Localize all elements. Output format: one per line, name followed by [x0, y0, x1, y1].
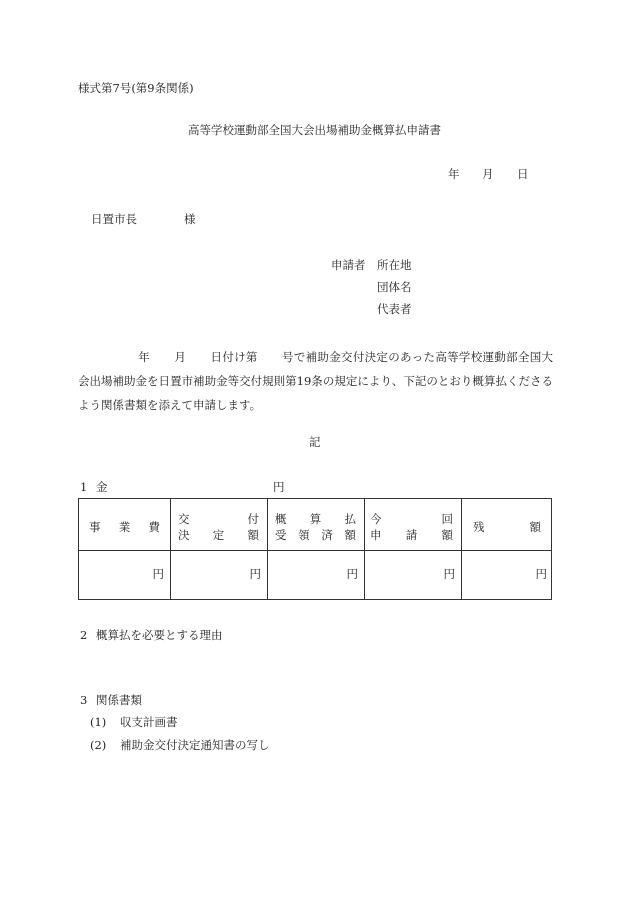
- unit-yen: 円: [249, 567, 261, 581]
- header-char: 今: [370, 512, 382, 526]
- header-char: 付: [247, 512, 259, 526]
- header-char: 算: [309, 512, 322, 526]
- cell-current-request-amount[interactable]: [364, 551, 461, 599]
- header-char: 払: [344, 512, 356, 526]
- header-advance-received-amount: [267, 499, 364, 550]
- table-header-row: [79, 499, 551, 551]
- header-char: 額: [529, 520, 541, 534]
- header-char: 費: [148, 520, 160, 534]
- document-item-number: (1): [90, 715, 107, 729]
- header-char: 事: [89, 520, 101, 534]
- cell-remaining-amount[interactable]: [461, 551, 553, 599]
- section1-label: 金: [96, 480, 108, 494]
- unit-yen: 円: [152, 567, 164, 581]
- header-char: 残: [473, 520, 485, 534]
- header-char: 受: [275, 528, 287, 542]
- header-remaining-amount: [461, 499, 553, 550]
- header-current-request-amount: [364, 499, 461, 550]
- section3-number: 3: [80, 693, 88, 707]
- body-month: 月: [174, 350, 187, 364]
- header-char: 定: [212, 528, 225, 542]
- amount-table: [78, 498, 552, 600]
- document-item-label: 補助金交付決定通知書の写し: [120, 738, 270, 752]
- form-number: 様式第7号(第9条関係): [78, 81, 194, 95]
- cell-advance-received-amount[interactable]: [267, 551, 364, 599]
- cell-business-cost[interactable]: [79, 551, 170, 599]
- unit-yen: 円: [346, 567, 358, 581]
- applicant-organization-label: 団体名: [377, 280, 412, 294]
- header-char: 決: [178, 528, 190, 542]
- applicant-label: 申請者: [331, 258, 366, 272]
- section1-number: 1: [80, 480, 88, 494]
- section2-label: 概算払を必要とする理由: [96, 628, 223, 642]
- header-char: 額: [247, 528, 259, 542]
- header-char: 回: [441, 512, 453, 526]
- unit-yen: 円: [535, 567, 547, 581]
- body-day: 日付け第: [210, 350, 258, 364]
- date-year: 年: [448, 167, 460, 181]
- section1-unit: 円: [273, 480, 285, 494]
- addressee-name: 日置市長: [91, 212, 137, 226]
- page-title: 高等学校運動部全国大会出場補助金概算払申請書: [188, 123, 441, 137]
- header-char: 概: [275, 512, 287, 526]
- document-item-label: 収支計画書: [120, 715, 178, 729]
- body-paragraph: [78, 345, 553, 417]
- header-char: 交: [178, 512, 190, 526]
- header-char: 額: [344, 528, 356, 542]
- applicant-address-label: 所在地: [377, 258, 412, 272]
- header-char: 済: [321, 528, 333, 542]
- section3-label: 関係書類: [96, 693, 142, 707]
- section2-number: 2: [80, 628, 88, 642]
- addressee-honorific: 様: [184, 212, 196, 226]
- unit-yen: 円: [443, 567, 455, 581]
- date-month: 月: [482, 167, 494, 181]
- body-text: 号で補助金交付決定のあった高等学校運動部全国大会出場補助金を日置市補助金等交付規則第19条の規定により、下記のとおり概算払くださるよう関係書類を添えて申請します。: [78, 350, 554, 412]
- header-char: 請: [405, 528, 418, 542]
- document-item-number: (2): [90, 738, 107, 752]
- header-grant-decision-amount: [170, 499, 267, 550]
- date-day: 日: [517, 167, 529, 181]
- body-year: 年: [138, 350, 151, 364]
- header-business-cost: [79, 499, 170, 550]
- header-char: 申: [370, 528, 382, 542]
- header-char: 領: [298, 528, 310, 542]
- header-char: 業: [118, 520, 131, 534]
- ki-heading: 記: [309, 435, 321, 449]
- applicant-representative-label: 代表者: [377, 302, 412, 316]
- table-row: [79, 551, 551, 599]
- header-char: 額: [441, 528, 453, 542]
- cell-grant-decision-amount[interactable]: [170, 551, 267, 599]
